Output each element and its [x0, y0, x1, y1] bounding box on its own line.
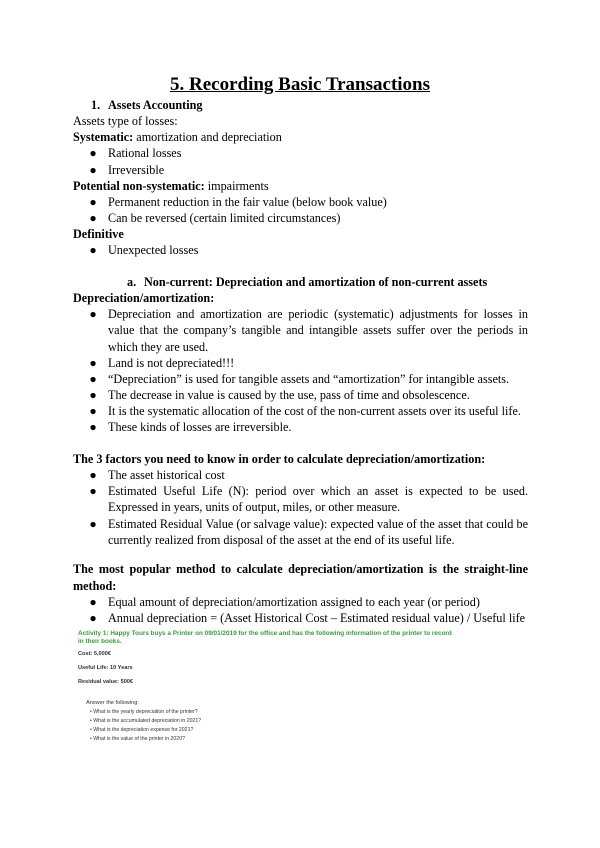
- list-item: Land is not depreciated!!!: [108, 356, 235, 370]
- list-item: Can be reversed (certain limited circumstances): [108, 211, 341, 225]
- bullet-icon: ●: [89, 163, 97, 177]
- bullet-icon: ●: [89, 372, 97, 386]
- subsection-heading: Non-current: Depreciation and amortization of non-current assets: [144, 275, 488, 289]
- list-item: Irreversible: [108, 163, 165, 177]
- activity-residual: Residual value: 500€: [78, 679, 134, 685]
- list-item: Estimated Useful Life (N): period over which an asset is expected to be used. Expressed in years, units of output, miles, or other measure.: [108, 484, 528, 515]
- method-heading: The most popular method to calculate depreciation/amortization is the straight-line method:: [73, 562, 528, 593]
- list-item: “Depreciation” is used for tangible assets and “amortization” for intangible assets.: [108, 372, 510, 386]
- bullet-icon: ●: [89, 356, 97, 370]
- factors-heading: The 3 factors you need to know in order to calculate depreciation/amortization:: [73, 452, 486, 466]
- list-item: Unexpected losses: [108, 243, 199, 257]
- bullet-icon: ●: [89, 420, 97, 434]
- activity-life: Useful Life: 10 Years: [78, 665, 133, 671]
- list-item: Equal amount of depreciation/amortization assigned to each year (or period): [108, 595, 480, 609]
- list-item: These kinds of losses are irreversible.: [108, 420, 292, 434]
- systematic-label: Systematic:: [73, 130, 134, 144]
- bullet-icon: ●: [89, 211, 97, 225]
- list-item: The decrease in value is caused by the use, pass of time and obsolescence.: [108, 388, 470, 402]
- activity-answer-intro: Answer the following:: [86, 700, 139, 706]
- section-number: 1.: [91, 98, 101, 112]
- activity-image: [78, 630, 478, 755]
- assets-intro: Assets type of losses:: [73, 114, 178, 128]
- bullet-icon: ●: [89, 146, 97, 160]
- bullet-icon: ●: [89, 307, 97, 321]
- activity-cost: Cost: 5,000€: [78, 651, 111, 657]
- activity-question: • What is the accumulated depreciation in 2021?: [90, 718, 202, 724]
- systematic-text: amortization and depreciation: [133, 130, 282, 144]
- depreciation-label: Depreciation/amortization:: [73, 291, 215, 305]
- bullet-icon: ●: [89, 517, 97, 531]
- activity-question: • What is the depreciation expense for 2021?: [90, 727, 194, 733]
- list-item: The asset historical cost: [108, 468, 225, 482]
- list-item: It is the systematic allocation of the cost of the non-current assets over its useful life.: [108, 404, 521, 418]
- list-item: Permanent reduction in the fair value (below book value): [108, 195, 387, 209]
- potential-label: Potential non-systematic:: [73, 179, 205, 193]
- bullet-icon: ●: [89, 611, 97, 625]
- potential-text: impairments: [204, 179, 269, 193]
- activity-question: • What is the value of the printer in 2020?: [90, 736, 185, 742]
- page-title: 5. Recording Basic Transactions: [169, 74, 431, 95]
- bullet-icon: ●: [89, 468, 97, 482]
- activity-question: • What is the yearly depreciation of the printer?: [90, 709, 198, 715]
- bullet-icon: ●: [89, 484, 97, 498]
- bullet-icon: ●: [89, 595, 97, 609]
- list-item: Estimated Residual Value (or salvage value): expected value of the asset that could be currently realized from disposal of the asset at the end of its useful life.: [108, 517, 528, 548]
- potential-line: [73, 178, 269, 194]
- activity-heading: Activity 1: Happy Tours buys a Printer on 09/01/2019 for the office and has the following information of the printer to record in their books.: [78, 630, 452, 645]
- bullet-icon: ●: [89, 388, 97, 402]
- bullet-icon: ●: [89, 195, 97, 209]
- bullet-icon: ●: [89, 404, 97, 418]
- bullet-icon: ●: [89, 243, 97, 257]
- subsection-letter: a.: [127, 275, 137, 289]
- list-item: Rational losses: [108, 146, 182, 160]
- list-item: Depreciation and amortization are periodic (systematic) adjustments for losses in value that the company’s tangible and intangible assets suffer over the periods in which they are used.: [108, 307, 528, 354]
- list-item: Annual depreciation = (Asset Historical Cost – Estimated residual value) / Useful life: [108, 611, 526, 625]
- systematic-line: [73, 129, 282, 145]
- definitive-label: Definitive: [73, 227, 124, 241]
- section-heading: Assets Accounting: [108, 98, 203, 112]
